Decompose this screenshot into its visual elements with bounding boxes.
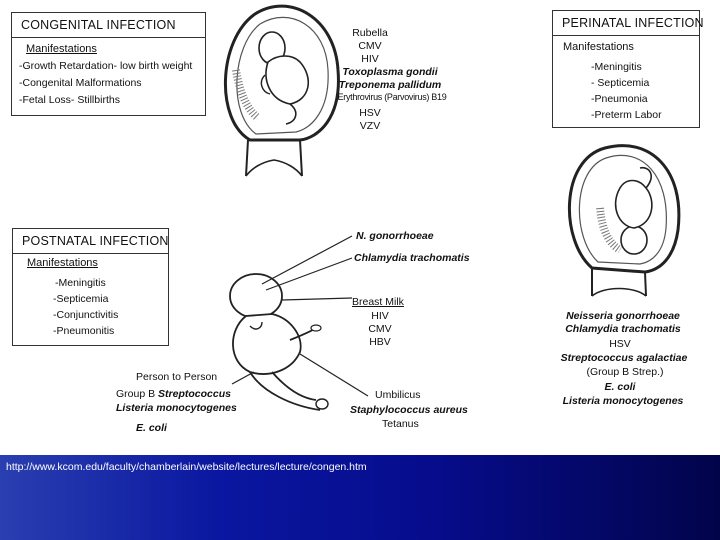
perinatal-title: PERINATAL INFECTION	[553, 11, 699, 36]
postnatal-title: POSTNATAL INFECTION	[13, 229, 168, 254]
breast-milk-agent: HBV	[369, 336, 391, 348]
perinatal-agent: Chlamydia trachomatis	[565, 323, 681, 335]
perinatal-agent: Neisseria gonorrhoeae	[566, 310, 680, 322]
congenital-agent: Toxoplasma gondii	[342, 66, 438, 78]
congenital-agent: CMV	[358, 40, 382, 52]
breast-milk-agent: CMV	[368, 323, 392, 335]
group-b-prefix: Group B	[116, 388, 159, 400]
perinatal-infection-box	[552, 10, 704, 128]
breast-milk-heading: Breast Milk	[352, 296, 404, 308]
perinatal-item: -Preterm Labor	[591, 109, 662, 121]
congenital-agent: VZV	[359, 120, 381, 132]
perinatal-agent: HSV	[609, 338, 631, 350]
congenital-agent: HIV	[361, 53, 379, 65]
person-to-person-heading: Person to Person	[136, 371, 218, 383]
congenital-item: -Fetal Loss- Stillbirths	[19, 94, 120, 106]
congenital-infection-box	[11, 12, 206, 116]
streptococcus-label: Streptococcus	[158, 388, 231, 400]
congenital-manifestations-label: Manifestations	[26, 43, 97, 55]
congenital-agent: Treponema pallidum	[338, 79, 442, 91]
uterus-fetus-top-illustration	[225, 6, 338, 176]
ecoli-label: E. coli	[136, 422, 167, 434]
postnatal-item: -Meningitis	[55, 277, 106, 289]
uterus-fetus-right-illustration	[569, 146, 678, 296]
perinatal-item: -Meningitis	[591, 61, 642, 73]
postnatal-agent-ngonorrhoeae: N. gonorrhoeae	[356, 230, 434, 242]
congenital-agent: Rubella	[352, 27, 388, 39]
congenital-item: -Growth Retardation- low birth weight	[19, 60, 193, 72]
perinatal-agent: Streptococcus agalactiae	[560, 352, 688, 364]
perinatal-item: -Pneumonia	[591, 93, 648, 105]
listeria-label: Listeria monocytogenes	[116, 402, 237, 414]
congenital-agent: HSV	[359, 107, 381, 119]
infant-illustration	[230, 274, 328, 410]
postnatal-item: -Pneumonitis	[53, 325, 115, 337]
congenital-agent: Erythrovirus (Parvovirus) B19	[337, 92, 447, 102]
postnatal-item: -Conjunctivitis	[53, 309, 119, 321]
congenital-item: -Congenital Malformations	[19, 77, 142, 89]
footer-bar	[0, 455, 720, 540]
perinatal-agent: (Group B Strep.)	[586, 366, 664, 378]
perinatal-item: - Septicemia	[591, 77, 650, 89]
postnatal-infection-box	[12, 228, 169, 346]
postnatal-agent-chlamydia: Chlamydia trachomatis	[354, 252, 470, 264]
postnatal-manifestations-label: Manifestations	[27, 257, 98, 269]
source-url[interactable]: http://www.kcom.edu/faculty/chamberlain/website/lectures/lecture/congen.htm	[6, 461, 367, 473]
perinatal-agent: Listeria monocytogenes	[562, 395, 684, 407]
postnatal-item: -Septicemia	[53, 293, 109, 305]
perinatal-manifestations-label: Manifestations	[563, 41, 634, 53]
group-b-strep-label	[116, 388, 231, 400]
congenital-title: CONGENITAL INFECTION	[12, 13, 205, 38]
staph-aureus-label: Staphylococcus aureus	[350, 404, 468, 416]
perinatal-agent: E. coli	[604, 381, 636, 393]
umbilicus-heading: Umbilicus	[375, 389, 421, 401]
tetanus-label: Tetanus	[382, 418, 419, 430]
breast-milk-agent: HIV	[371, 310, 389, 322]
